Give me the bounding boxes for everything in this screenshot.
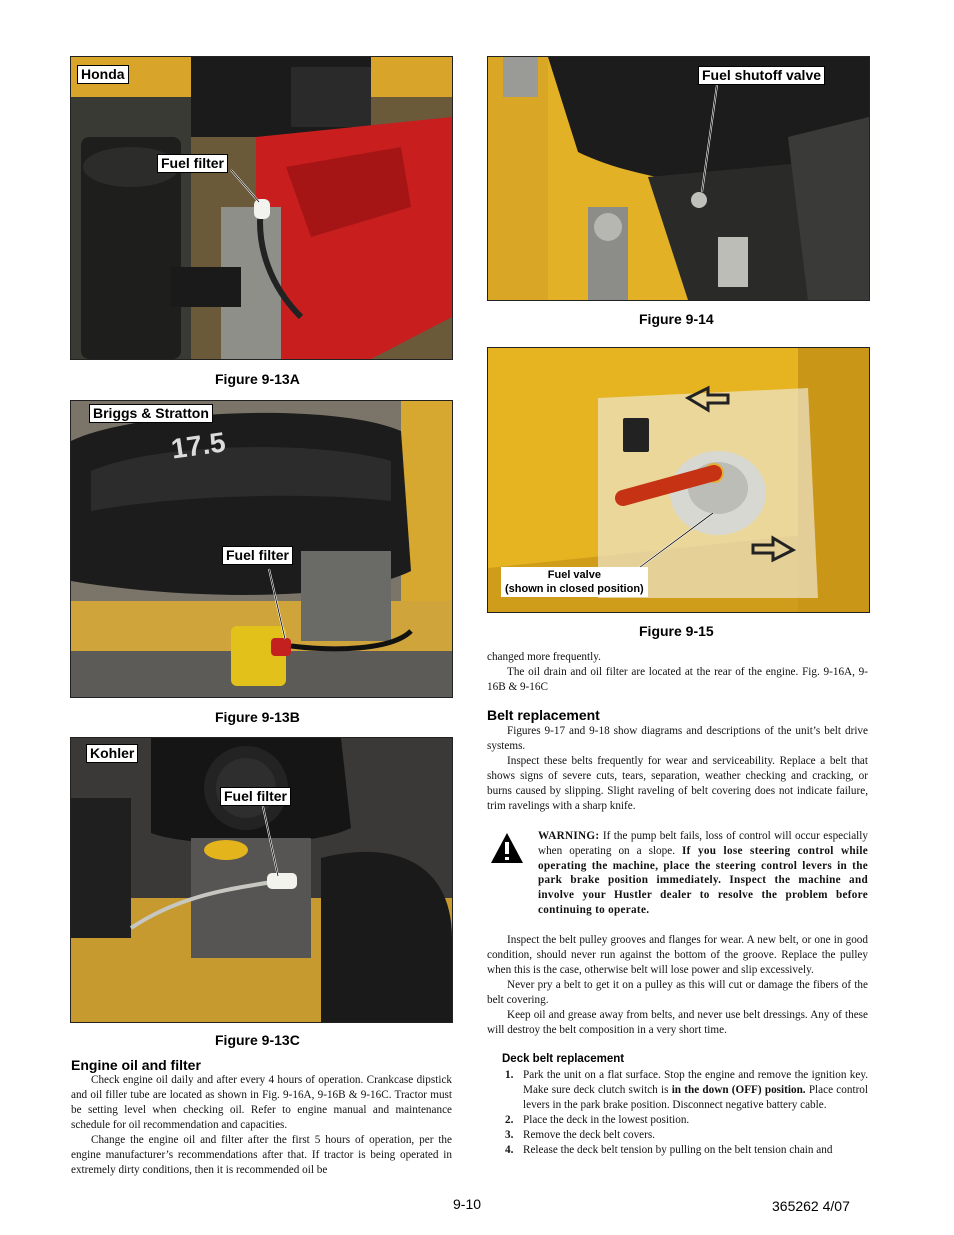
oil-drain-paragraph: The oil drain and oil filter are located at the rear of the engine. Fig. 9-16A, 9-16B & 9-16C [487,666,868,693]
figure-9-13b-label: Briggs & Stratton [89,404,213,423]
figure-9-13b-callout: Fuel filter [222,546,293,565]
figure-9-14-caption: Figure 9-14 [639,311,714,327]
figure-9-13c-callout: Fuel filter [220,787,291,806]
step-4-number: 4. [505,1144,514,1156]
belt-paragraph-2: Inspect these belts frequently for wear and serviceability. Replace a belt that shows signs of severe cuts, tears, separation, weather checking and cracking, or burns caused by slipping. Slight raveling of belt covering does not indicate failure, trim ravelings with a sharp knife. [487,755,868,812]
step-3-text: Remove the deck belt covers. [523,1129,656,1141]
warning-normal-text: If the pump belt fails, loss of control will occur especially when operating on a slope. [538,830,868,857]
step-4-text: Release the deck belt tension by pulling on the belt tension chain and [523,1144,833,1156]
warning-bold-text: If you lose steering control while operating the machine, place the steering control levers in the park brake position immediately. Inspect the machine and involve your Hustler dealer to resolve the problem before continuing to operate. [538,844,868,916]
engine-oil-heading: Engine oil and filter [71,1057,201,1073]
warning-text [538,829,868,918]
step-3 [505,1128,868,1143]
figure-9-13a-photo [70,56,453,360]
deck-belt-heading: Deck belt replacement [502,1053,625,1065]
kohler-engine-image [71,738,452,1022]
engine-badge-text: 17.5 [169,426,228,465]
engine-oil-text [71,1073,452,1178]
step-1 [505,1068,868,1113]
step-1-text-c: Place control levers in the park brake position. Disconnect negative battery cable. [523,1084,868,1111]
fuel-shutoff-image [488,57,869,300]
figure-9-14-callout: Fuel shutoff valve [698,66,825,85]
figure-9-13b-caption: Figure 9-13B [215,709,300,725]
warning-label: WARNING: [538,830,600,842]
deck-belt-steps [505,1068,868,1158]
step-3-number: 3. [505,1129,514,1141]
figure-9-15-caption: Figure 9-15 [639,623,714,639]
honda-engine-image [71,57,452,359]
figure-9-13a-callout: Fuel filter [157,154,228,173]
oil-continued-text [487,650,868,695]
document-id: 365262 4/07 [772,1198,850,1214]
figure-9-15-callout [501,567,648,597]
figure-9-13a-caption: Figure 9-13A [215,371,300,387]
belt-care-text [487,933,868,1038]
engine-oil-paragraph-1: Check engine oil daily and after every 4 hours of operation. Crankcase dipstick and oil filler tube are located as shown in Fig. 9-16A, 9-16B & 9-16C. Tractor must be setting level when checking oil. Refer to engine manual and maintenance schedule for oil recommendation and capacities. [71,1074,452,1131]
belt-intro-text [487,724,868,814]
belt-paragraph-5: Keep oil and grease away from belts, and never use belt dressings. Any of these will destroy the belt composition in a very short time. [487,1009,868,1036]
step-1-text-b: in the down (OFF) position. [671,1084,806,1096]
belt-paragraph-3: Inspect the belt pulley grooves and flanges for wear. A new belt, or one in good condition, should never run against the bottom of the groove. Replace the pulley when this is the case, otherwise belt will lose power and slip excessively. [487,934,868,976]
engine-oil-paragraph-2: Change the engine oil and filter after the first 5 hours of operation, per the engine manufacturer’s recommendations after that. If tractor is being operated in extremely dirty conditions, then it is recommended oil be [71,1134,452,1176]
figure-9-13c-caption: Figure 9-13C [215,1032,300,1048]
step-1-number: 1. [505,1069,514,1081]
step-4 [505,1143,868,1158]
warning-icon [490,832,524,864]
figure-9-13c-label: Kohler [86,744,138,763]
step-2-text: Place the deck in the lowest position. [523,1114,690,1126]
figure-9-15-callout-line-1: Fuel valve [547,569,601,581]
figure-9-15-callout-line-2: (shown in closed position) [505,583,644,595]
figure-9-14-photo [487,56,870,301]
page-number: 9-10 [453,1196,482,1212]
oil-continued-line: changed more frequently. [487,651,601,663]
belt-replacement-heading: Belt replacement [487,707,600,723]
figure-9-13b-photo [70,400,453,698]
step-2-number: 2. [505,1114,514,1126]
step-2 [505,1113,868,1128]
figure-9-13c-photo [70,737,453,1023]
belt-paragraph-4: Never pry a belt to get it on a pulley as this will cut or damage the fibers of the belt covering. [487,979,868,1006]
step-1-text-a: Park the unit on a flat surface. Stop the engine and remove the ignition key. Make sure deck clutch switch is [523,1069,868,1096]
figure-9-15-photo [487,347,870,613]
figure-9-13a-label: Honda [77,65,129,84]
belt-paragraph-1: Figures 9-17 and 9-18 show diagrams and descriptions of the unit’s belt drive systems. [487,725,868,752]
